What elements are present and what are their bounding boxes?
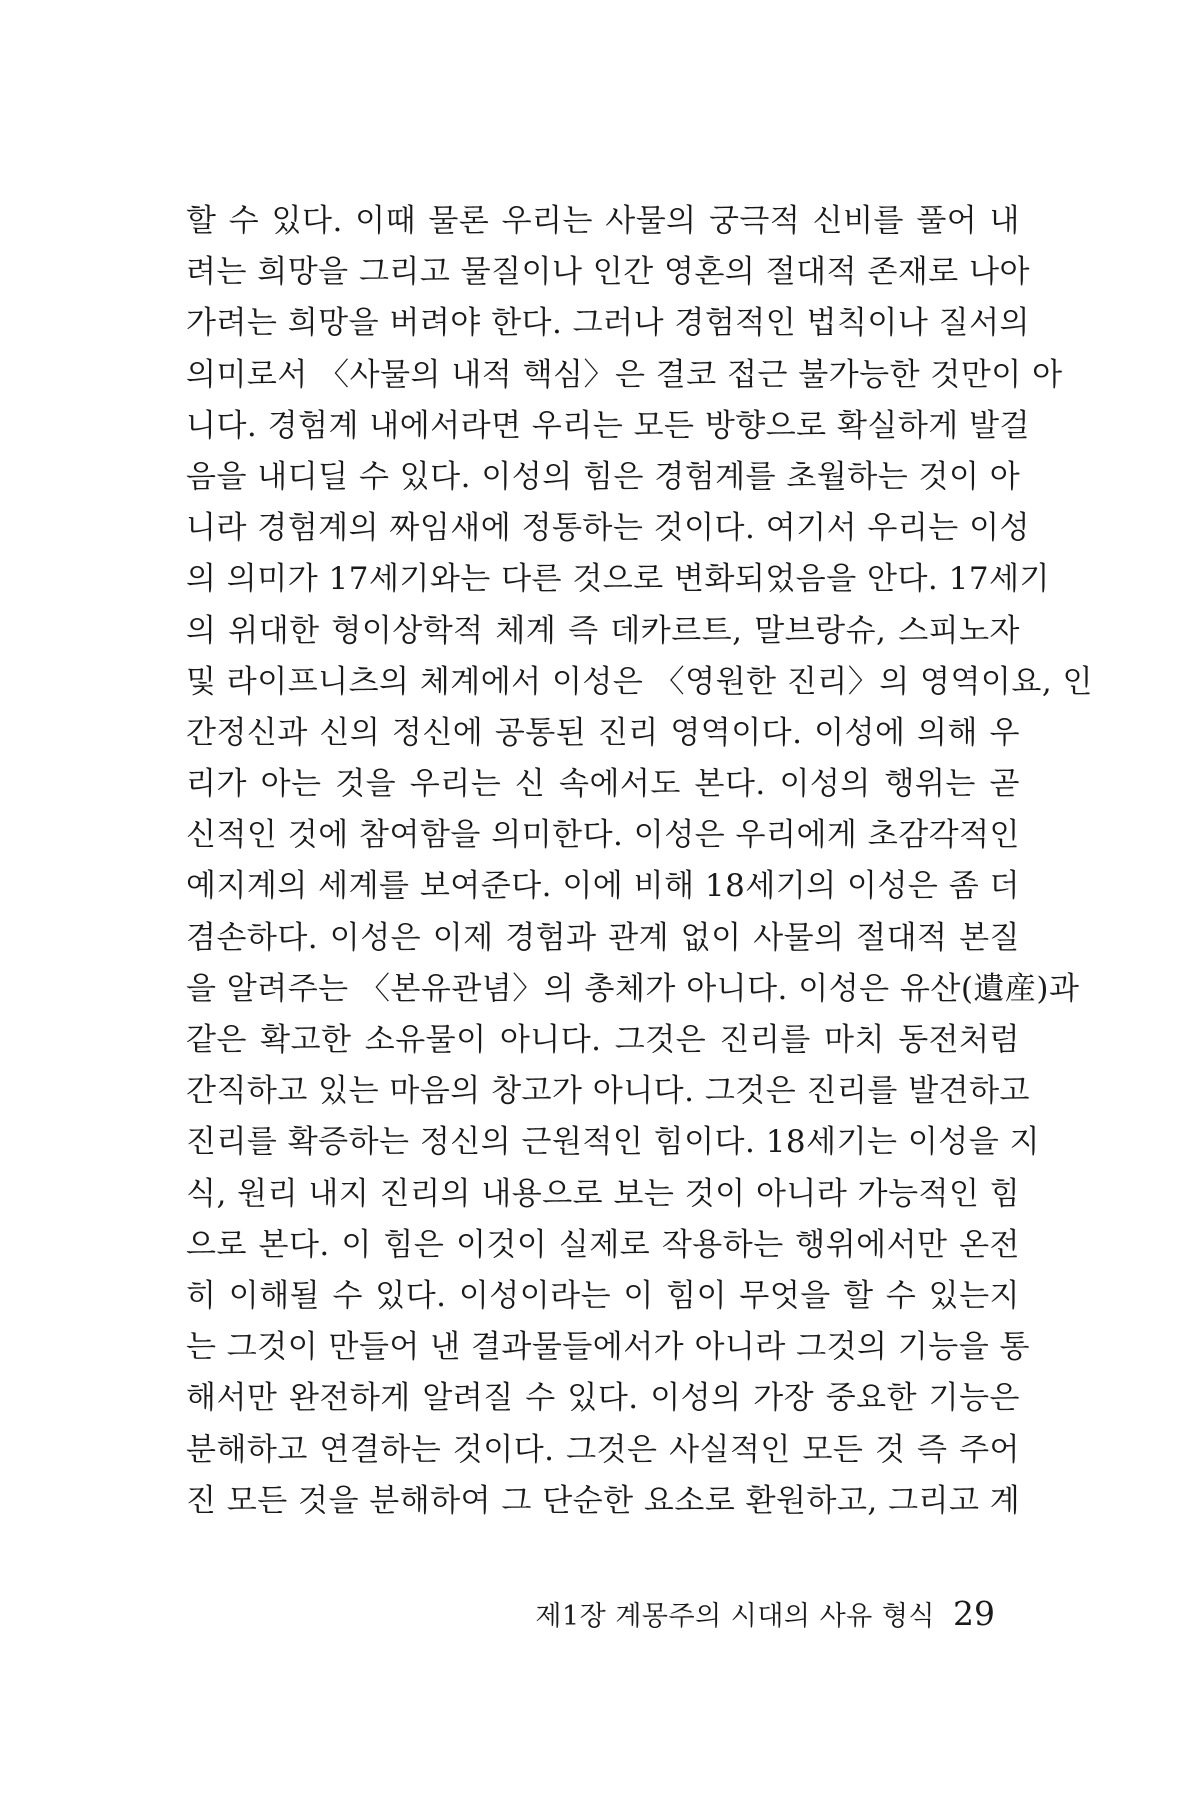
text-line: 간직하고 있는 마음의 창고가 아니다. 그것은 진리를 발견하고 bbox=[186, 1073, 1030, 1110]
body-text bbox=[186, 196, 1093, 1527]
text-line: 으로 본다. 이 힘은 이것이 실제로 작용하는 행위에서만 온전 bbox=[186, 1226, 1020, 1263]
text-line: 신적인 것에 참여함을 의미한다. 이성은 우리에게 초감각적인 bbox=[186, 817, 1020, 854]
text-line: 의 위대한 형이상학적 체계 즉 데카르트, 말브랑슈, 스피노자 bbox=[186, 612, 1020, 649]
chapter-title: 제1장 계몽주의 시대의 사유 형식 bbox=[535, 1601, 935, 1632]
text-line: 분해하고 연결하는 것이다. 그것은 사실적인 모든 것 즉 주어 bbox=[186, 1431, 1020, 1468]
text-line: 및 라이프니츠의 체계에서 이성은 〈영원한 진리〉의 영역이요, 인 bbox=[186, 663, 1093, 700]
text-line: 진리를 확증하는 정신의 근원적인 힘이다. 18세기는 이성을 지 bbox=[186, 1124, 1040, 1161]
text-line: 음을 내디딜 수 있다. 이성의 힘은 경험계를 초월하는 것이 아 bbox=[186, 458, 1021, 495]
text-line: 간정신과 신의 정신에 공통된 진리 영역이다. 이성에 의해 우 bbox=[186, 714, 1020, 751]
text-line: 려는 희망을 그리고 물질이나 인간 영혼의 절대적 존재로 나아 bbox=[186, 254, 1030, 291]
text-line: 식, 원리 내지 진리의 내용으로 보는 것이 아니라 가능적인 힘 bbox=[186, 1175, 1021, 1212]
text-line: 의미로서 〈사물의 내적 핵심〉은 결코 접근 불가능한 것만이 아 bbox=[186, 356, 1063, 393]
text-line: 는 그것이 만들어 낸 결과물들에서가 아니라 그것의 기능을 통 bbox=[186, 1329, 1030, 1366]
page-number: 29 bbox=[953, 1594, 995, 1633]
text-line: 같은 확고한 소유물이 아니다. 그것은 진리를 마치 동전처럼 bbox=[186, 1022, 1020, 1058]
text-line: 니라 경험계의 짜임새에 정통하는 것이다. 여기서 우리는 이성 bbox=[186, 510, 1030, 547]
text-line: 히 이해될 수 있다. 이성이라는 이 힘이 무엇을 할 수 있는지 bbox=[186, 1277, 1020, 1314]
text-line: 진 모든 것을 분해하여 그 단순한 요소로 환원하고, 그리고 계 bbox=[186, 1482, 1021, 1519]
text-line: 가려는 희망을 버려야 한다. 그러나 경험적인 법칙이나 질서의 bbox=[186, 305, 1030, 342]
text-line: 리가 아는 것을 우리는 신 속에서도 본다. 이성의 행위는 곧 bbox=[186, 766, 1020, 803]
text-line: 예지계의 세계를 보여준다. 이에 비해 18세기의 이성은 좀 더 bbox=[186, 868, 1020, 905]
text-line: 의 의미가 17세기와는 다른 것으로 변화되었음을 안다. 17세기 bbox=[186, 561, 1050, 598]
text-line: 겸손하다. 이성은 이제 경험과 관계 없이 사물의 절대적 본질 bbox=[186, 919, 1020, 956]
running-footer bbox=[535, 1592, 995, 1636]
text-line: 할 수 있다. 이때 물론 우리는 사물의 궁극적 신비를 풀어 내 bbox=[186, 203, 1020, 239]
text-line: 해서만 완전하게 알려질 수 있다. 이성의 가장 중요한 기능은 bbox=[186, 1380, 1020, 1417]
text-line: 니다. 경험계 내에서라면 우리는 모든 방향으로 확실하게 발걸 bbox=[186, 407, 1030, 444]
text-line: 을 알려주는 〈본유관념〉의 총체가 아니다. 이성은 유산(遺産)과 bbox=[186, 970, 1080, 1007]
